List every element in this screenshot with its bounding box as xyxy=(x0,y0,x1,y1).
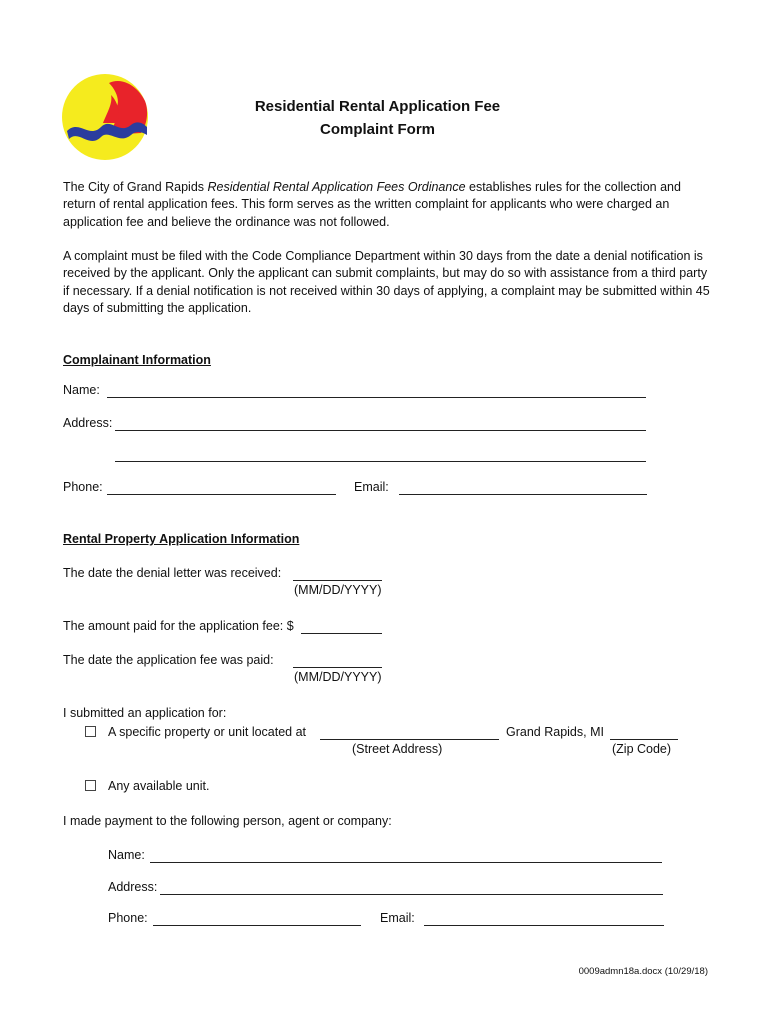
complainant-heading: Complainant Information xyxy=(63,353,211,367)
complainant-address-field[interactable] xyxy=(115,429,646,431)
zip-code-field[interactable] xyxy=(610,738,678,740)
specific-property-checkbox[interactable] xyxy=(85,725,96,739)
specific-property-label: A specific property or unit located at xyxy=(108,725,307,739)
payee-name-field[interactable] xyxy=(150,861,662,863)
payee-address-label: Address: xyxy=(108,880,158,894)
submitted-for-label: I submitted an application for: xyxy=(63,706,227,720)
payee-name-label: Name: xyxy=(108,848,145,862)
complainant-name-field[interactable] xyxy=(107,396,646,398)
payee-address-field[interactable] xyxy=(160,893,663,895)
payee-email-field[interactable] xyxy=(424,924,664,926)
any-unit-label: Any available unit. xyxy=(108,779,210,793)
denial-date-label: The date the denial letter was received: xyxy=(63,566,282,580)
complainant-address-field-line2[interactable] xyxy=(115,460,646,462)
street-address-field[interactable] xyxy=(320,738,499,740)
complainant-phone-label: Phone: xyxy=(63,480,103,494)
fee-date-format: (MM/DD/YYYY) xyxy=(294,670,382,684)
payee-email-label: Email: xyxy=(380,911,415,925)
document-id: 0009admn18a.docx (10/29/18) xyxy=(578,966,708,977)
fee-date-field[interactable] xyxy=(293,666,382,668)
fee-amount-field[interactable] xyxy=(301,632,382,634)
any-unit-checkbox[interactable] xyxy=(85,779,96,793)
complainant-name-label: Name: xyxy=(63,383,100,397)
complainant-address-label: Address: xyxy=(63,416,113,430)
form-title: Residential Rental Application Fee xyxy=(254,98,501,115)
grand-rapids-logo-icon xyxy=(61,73,149,161)
denial-date-field[interactable] xyxy=(293,579,382,581)
street-address-caption: (Street Address) xyxy=(352,742,443,756)
form-subtitle: Complaint Form xyxy=(320,121,435,138)
denial-date-format: (MM/DD/YYYY) xyxy=(294,583,382,597)
intro-paragraph-1: The City of Grand Rapids Residential Rental Application Fees Ordinance establishes rules for the collection and return of rental application fees. This form serves as the written complaint for applicants who were charged an application fee and believe the ordinance was not followed. xyxy=(63,180,681,229)
rental-heading: Rental Property Application Information xyxy=(63,532,300,546)
complainant-email-label: Email: xyxy=(354,480,389,494)
fee-date-label: The date the application fee was paid: xyxy=(63,653,274,667)
complainant-email-field[interactable] xyxy=(399,493,647,495)
zip-code-caption: (Zip Code) xyxy=(612,742,672,756)
intro-paragraph-2: A complaint must be filed with the Code Compliance Department within 30 days from the date a denial notification is received by the applicant. Only the applicant can submit complaints, but may do so with assistance from a third party if necessary. If a denial notification is not received within 30 days of applying, a complaint may be submitted within 45 days of submitting the application. xyxy=(63,249,710,316)
payee-phone-field[interactable] xyxy=(153,924,361,926)
payee-phone-label: Phone: xyxy=(108,911,148,925)
fee-amount-label: The amount paid for the application fee: $ xyxy=(63,619,294,633)
city-state-text: Grand Rapids, MI xyxy=(506,725,604,739)
complainant-phone-field[interactable] xyxy=(107,493,336,495)
payment-label: I made payment to the following person, agent or company: xyxy=(63,814,392,828)
